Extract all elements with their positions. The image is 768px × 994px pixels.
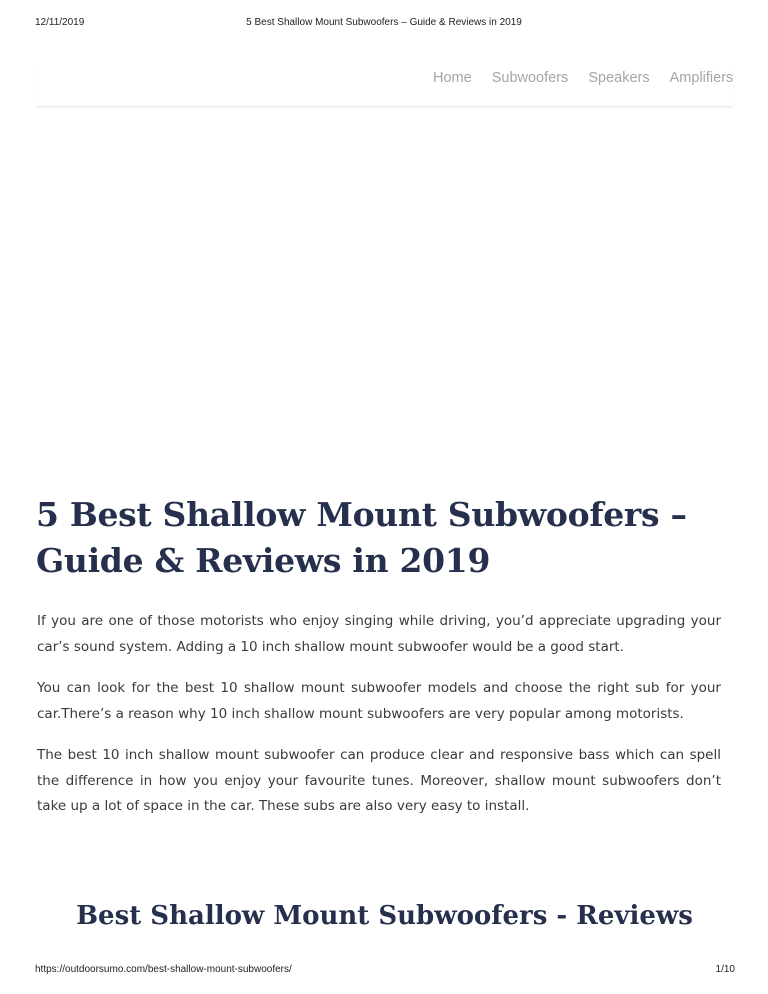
nav-menu: [433, 70, 733, 86]
print-footer: [0, 964, 768, 978]
print-page-title: 5 Best Shallow Mount Subwoofers – Guide & Reviews in 2019: [246, 17, 522, 28]
reviews-section-heading: Best Shallow Mount Subwoofers - Reviews: [76, 901, 693, 931]
intro-paragraph-1: If you are one of those motorists who enjoy singing while driving, you’d appreciate upgrading your car’s sound system. Adding a 10 inch shallow mount subwoofer would be a good start.: [37, 613, 721, 655]
nav-item-amplifiers[interactable]: Amplifiers: [669, 70, 733, 86]
print-date: 12/11/2019: [35, 17, 85, 28]
article-body: [37, 609, 721, 836]
nav-item-subwoofers[interactable]: Subwoofers: [491, 70, 569, 86]
print-page-number: 1/10: [715, 964, 735, 975]
nav-item-home[interactable]: Home: [433, 70, 472, 86]
blank-hero-area: [36, 108, 733, 488]
intro-paragraph-3: The best 10 inch shallow mount subwoofer can produce clear and responsive bass which can spell the difference in how you enjoy your favourite tunes. Moreover, shallow mount subwoofers don’t take up a lot of space in the car. These subs are also very easy to install.: [37, 747, 721, 814]
nav-item-speakers[interactable]: Speakers: [588, 70, 650, 86]
site-navigation: [36, 68, 733, 107]
intro-paragraph-2: You can look for the best 10 shallow mount subwoofer models and choose the right sub for your car.There’s a reason why 10 inch shallow mount subwoofers are very popular among motorists.: [37, 680, 721, 722]
article-title: 5 Best Shallow Mount Subwoofers – Guide & Reviews in 2019: [36, 495, 687, 580]
print-url: https://outdoorsumo.com/best-shallow-mount-subwoofers/: [35, 964, 292, 975]
print-header: [0, 17, 768, 31]
